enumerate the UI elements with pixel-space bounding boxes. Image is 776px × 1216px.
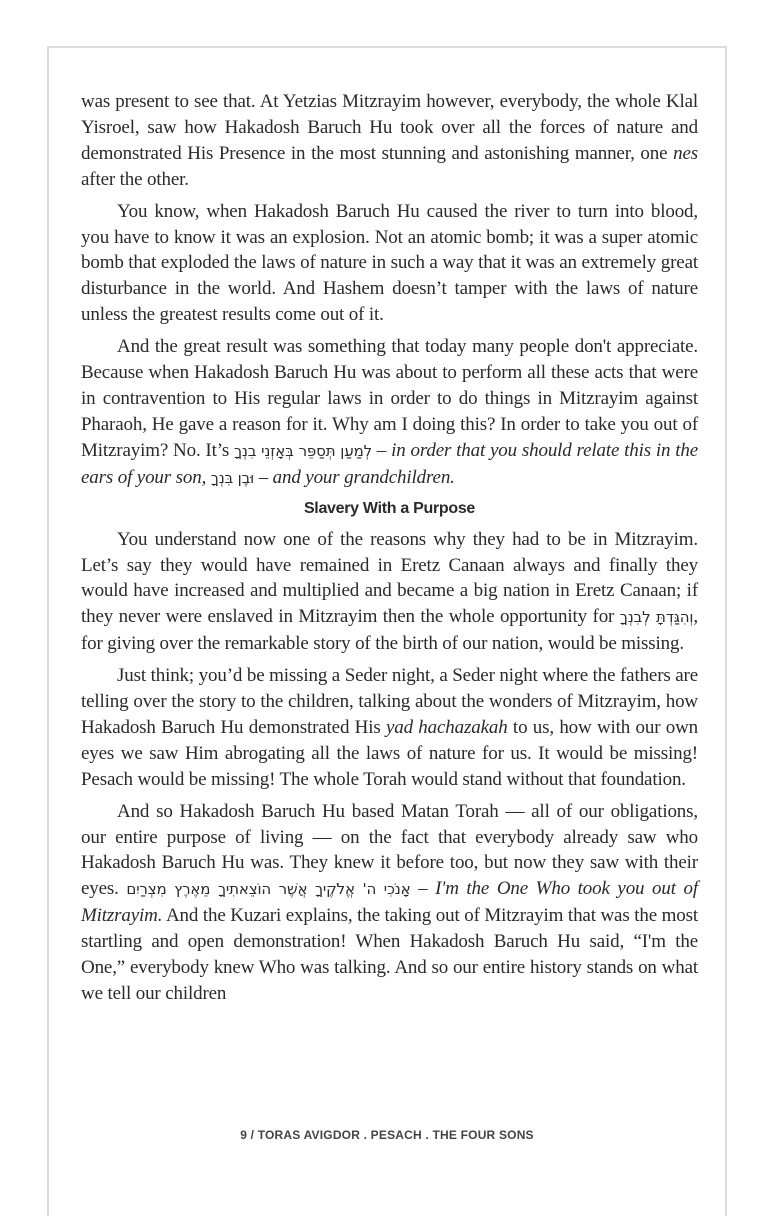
text-run: And so Hakadosh Baruch Hu based Matan Torah — all of our obligations, our entire purpose of living — on the fact that everybody already saw who Hakadosh Baruch Hu was. They knew it before too, but now they saw with their eyes. [81,800,698,900]
hebrew-quote: וּבֶן בִּנְךָ [210,468,255,487]
text-run: after the other. [81,168,189,190]
text-run: And the great result was something that today many people don't appreciate. Because when Hakadosh Baruch Hu was about to perform all these acts that were in contravention to His regular laws in order to do things in Mitzrayim against Pharaoh, He gave a reason for it. Why am I doing this? In order to take you out of Mitzrayim? No. It’s [81,336,698,461]
italic-text: – I'm the One Who took you out of Mitzrayim. [81,878,698,927]
hebrew-quote: אָנֹכִי ה' אֱלֹקֶיךָ אֲשֶׁר הוֹצֵאתִיךָ מֵאֶרֶץ מִצְרַיִם [126,880,411,899]
paragraph [81,799,698,1007]
text-run: was present to see that. At Yetzias Mitzrayim however, everybody, the whole Klal Yisroel, saw how Hakadosh Baruch Hu took over all the forces of nature and demonstrated His Presence in the most stunning and astonishing manner, one [81,91,698,164]
page-body [81,89,698,1013]
paragraph [81,663,698,793]
text-run: You know, when Hakadosh Baruch Hu caused the river to turn into blood, you have to know it was an explosion. Not an atomic bomb; it was a super atomic bomb that exploded the laws of nature in such a way that it was an extremely great disturbance in the world. And Hashem doesn’t tamper with the laws of nature unless the greatest results come out of it. [81,200,698,326]
text-run: And the Kuzari explains, the taking out of Mitzrayim that was the most startling and open demonstration! When Hakadosh Baruch Hu said, “I'm the One,” everybody knew Who was talking. And so our entire history stands on what we tell our children [81,905,698,1004]
paragraphs-before-heading [81,89,698,492]
text-run: Just think; you’d be missing a Seder night, a Seder night where the fathers are telling over the story to the children, talking about the wonders of Mitzrayim, how Hakadosh Baruch Hu demonstrated His [81,665,698,738]
section-heading: Slavery With a Purpose [303,499,476,517]
italic-text: nes [673,142,698,164]
paragraph [81,89,698,193]
italic-text: – in order that you should relate this in the ears of your son, [81,439,698,488]
paragraph [81,527,698,658]
hebrew-quote: וְהִגַּדְתָּ לְבִנְךָ [619,608,694,627]
hebrew-quote: לְמַעַן תְּסַפֵּר בְּאָזְנֵי בִנְךָ [233,441,373,460]
paragraph [81,199,698,329]
paragraphs-after-heading [81,527,698,1007]
paragraph [81,334,698,491]
text-run: to us, how with our own eyes we saw Him abrogating all the laws of nature for us. It would be missing! Pesach would be missing! The whole Torah would stand without that foundation. [81,716,699,790]
text-run: , for giving over the remarkable story of the birth of our nation, would be missing. [81,606,698,655]
page-footer: 9 / TORAS AVIGDOR . PESACH . THE FOUR SONS [240,1128,534,1142]
italic-text: yad hachazakah [385,716,508,738]
text-run: You understand now one of the reasons why they had to be in Mitzrayim. Let’s say they would have remained in Eretz Canaan always and finally they would have increased and multiplied and became a big nation in Eretz Canaan; if they never were enslaved in Mitzrayim then the whole opportunity for [81,528,698,628]
italic-text: – and your grandchildren. [254,466,455,488]
document-page [47,46,727,1216]
